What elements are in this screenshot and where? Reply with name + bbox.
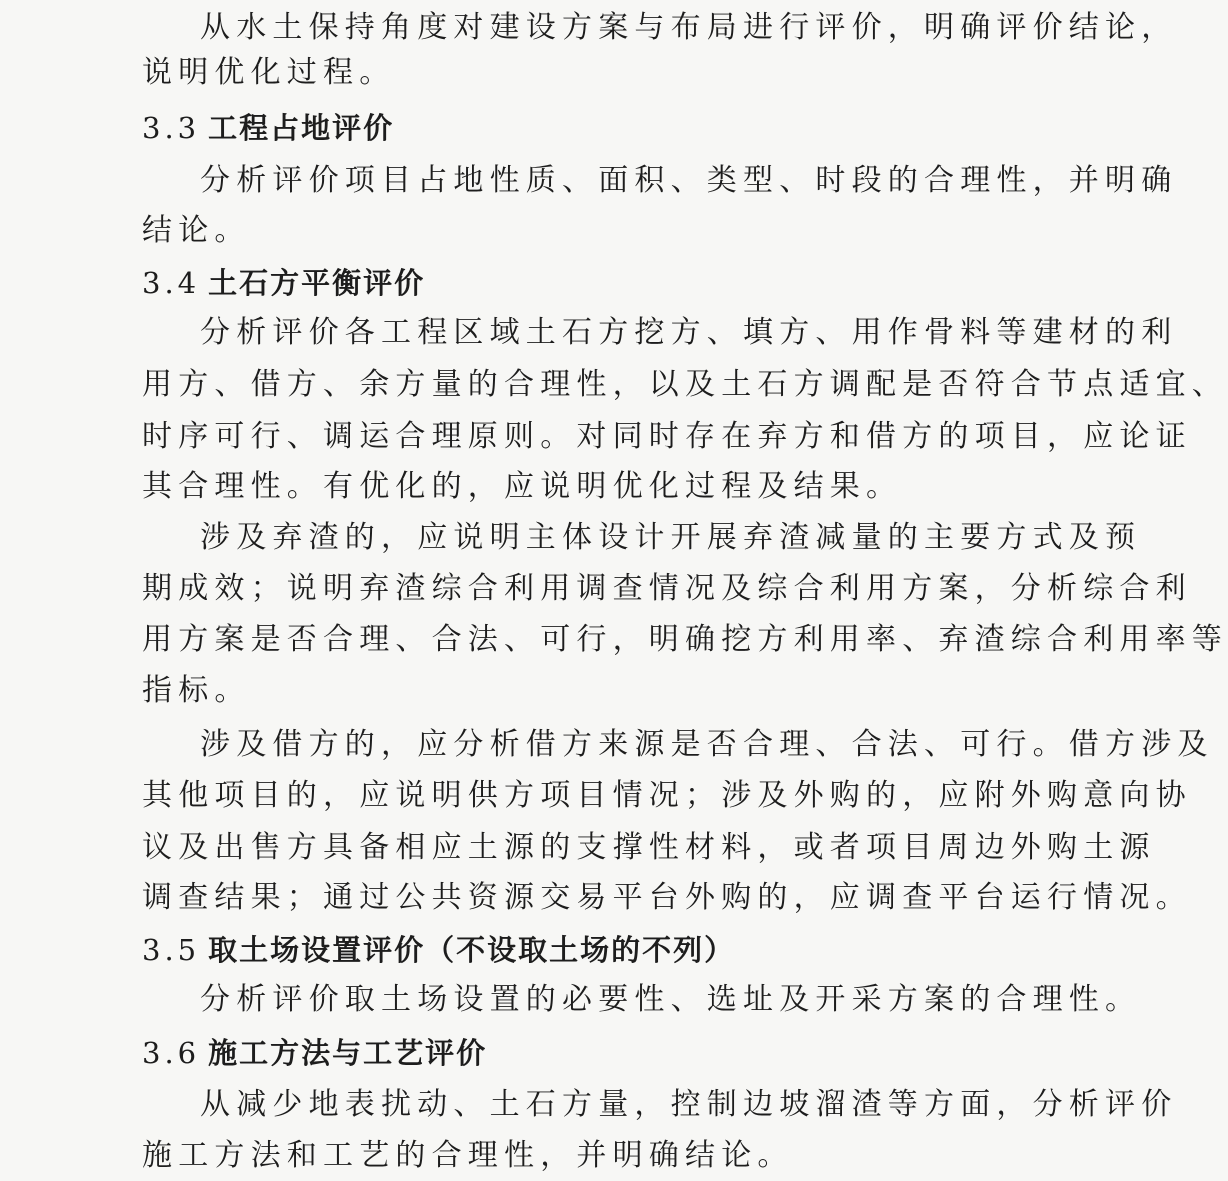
section-title: 施工方法与工艺评价 bbox=[208, 1036, 488, 1070]
section-title: 土石方平衡评价 bbox=[208, 266, 426, 300]
paragraph-line: 说明优化过程。 bbox=[142, 55, 396, 90]
paragraph-line: 调查结果；通过公共资源交易平台外购的，应调查平台运行情况。 bbox=[142, 880, 1192, 915]
paragraph-line: 用方、借方、余方量的合理性，以及土石方调配是否符合节点适宜、 bbox=[142, 367, 1228, 402]
section-number: 3.3 bbox=[142, 111, 201, 145]
paragraph-line: 涉及弃渣的，应说明主体设计开展弃渣减量的主要方式及预 bbox=[200, 520, 1142, 555]
section-number: 3.5 bbox=[142, 933, 201, 967]
section-number: 3.6 bbox=[142, 1036, 201, 1070]
paragraph-line: 其他项目的，应说明供方项目情况；涉及外购的，应附外购意向协 bbox=[142, 778, 1192, 813]
section-number: 3.4 bbox=[142, 266, 201, 300]
paragraph-line: 时序可行、调运合理原则。对同时存在弃方和借方的项目，应论证 bbox=[142, 419, 1192, 454]
section-title: 工程占地评价 bbox=[208, 111, 395, 145]
paragraph-line: 指标。 bbox=[142, 673, 251, 708]
paragraph-line: 期成效；说明弃渣综合利用调查情况及综合利用方案，分析综合利 bbox=[142, 571, 1192, 606]
paragraph-line: 从减少地表扰动、土石方量，控制边坡溜渣等方面，分析评价 bbox=[200, 1087, 1178, 1122]
paragraph-line: 分析评价取土场设置的必要性、选址及开采方案的合理性。 bbox=[200, 982, 1142, 1017]
paragraph-line: 议及出售方具备相应土源的支撑性材料，或者项目周边外购土源 bbox=[142, 830, 1156, 865]
section-heading-3-4 bbox=[142, 258, 742, 308]
section-heading-3-6 bbox=[142, 1028, 742, 1078]
paragraph-line: 用方案是否合理、合法、可行，明确挖方利用率、弃渣综合利用率等 bbox=[142, 622, 1228, 657]
paragraph-line: 从水土保持角度对建设方案与布局进行评价，明确评价结论， bbox=[200, 10, 1178, 45]
paragraph-line: 分析评价项目占地性质、面积、类型、时段的合理性，并明确 bbox=[200, 163, 1178, 198]
section-title: 取土场设置评价（不设取土场的不列） bbox=[208, 933, 736, 967]
section-heading-3-3 bbox=[142, 103, 742, 153]
paragraph-line: 分析评价各工程区域土石方挖方、填方、用作骨料等建材的利 bbox=[200, 315, 1178, 350]
paragraph-line: 其合理性。有优化的，应说明优化过程及结果。 bbox=[142, 469, 903, 504]
paragraph-line: 结论。 bbox=[142, 213, 251, 248]
paragraph-line: 施工方法和工艺的合理性，并明确结论。 bbox=[142, 1138, 794, 1173]
section-heading-3-5 bbox=[142, 925, 742, 975]
paragraph-line: 涉及借方的，应分析借方来源是否合理、合法、可行。借方涉及 bbox=[200, 727, 1214, 762]
